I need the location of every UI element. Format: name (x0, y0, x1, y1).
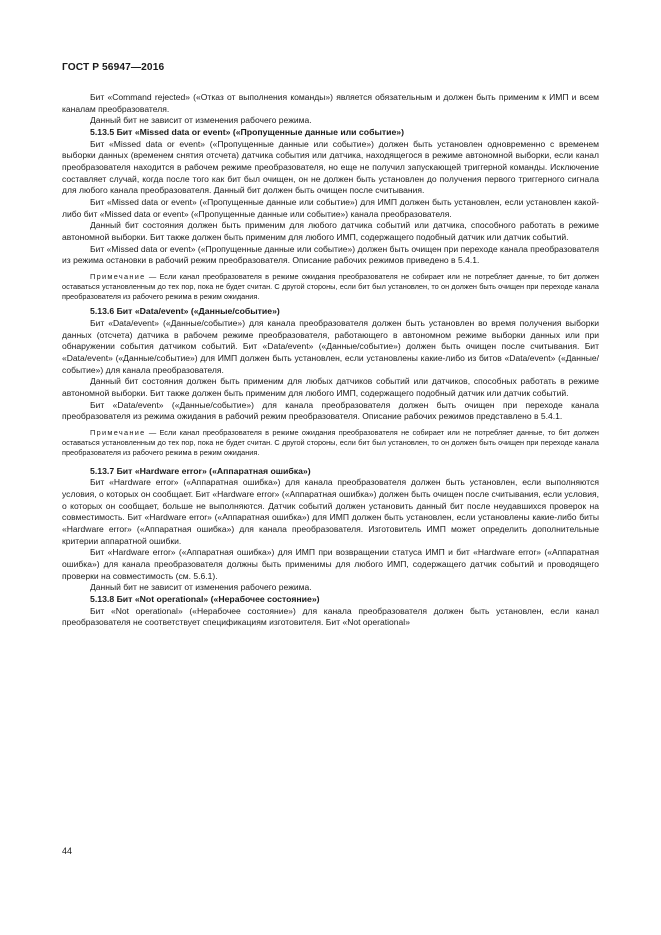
paragraph: Данный бит не зависит от изменения рабочего режима. (90, 582, 312, 593)
note (62, 272, 599, 303)
paragraph: Бит «Missed data or event» («Пропущенные данные или событие») должен быть очищен при переходе канала преобразователя из режима остановки в рабочий режим преобразователя. Описание рабочих режимов приведено в 5.4.1. (62, 243, 599, 266)
note-text: — Если канал преобразователя в режиме ожидания преобразователя не собирает или не потребляет данные, то бит должен оставаться установленным до тех пор, пока не будет считан. С другой стороны, если бит был установлен, то он должен быть очищен при переходе канала преобразователя из рабочего режима в режим ожидания. (62, 428, 599, 458)
paragraph: Бит «Hardware error» («Аппаратная ошибка») для канала преобразователя должен быть установлен, если выполняются условия, о которых он сообщает. Бит «Hardware error» («Аппаратная ошибка») должен быть очищен после считывания, если условия, о которых он сообщает, больше не выполняются. Датчик событий должен установить данный бит после неудавшихся проверок на совместимость. Бит «Hardware error» («Аппаратная ошибка») для ИМП должен быть установлен, если установлены какие-либо биты «Hardware error» («Аппаратная ошибка») для канала преобразователя. Изготовитель ИМП может определить дополнительные критерии аппаратной ошибки. (62, 477, 599, 546)
note-text: — Если канал преобразователя в режиме ожидания преобразователя не собирает или не потребляет данные, то бит должен оставаться установленным до тех пор, пока не будет считан. С другой стороны, если бит был установлен, то он должен быть очищен при переходе канала преобразователя из рабочего режима в режим ожидания. (62, 271, 599, 302)
page-number: 44 (62, 846, 73, 856)
paragraph: Бит «Missed data or event» («Пропущенные данные или событие») должен быть установлен одновременно с временем выборки данных (временем снятия отсчета) датчика события или датчика, находящегося в режиме автономной выборки, если канал преобразователя находится в рабочем режиме преобразователя, но еще не получил запускающей триггерной команды. Исключение составляет случай, когда после того как бит был очищен, он не должен быть установлен до получения первого триггерного сигнала для любого канала преобразователя. Данный бит должен быть очищен после считывания. (62, 138, 599, 196)
note (62, 428, 599, 459)
paragraph: Бит «Not operational» («Нерабочее состояние») для канала преобразователя должен быть установлен, если канал преобразователя не соответствует спецификациям изготовителя. Бит «Not operational» (62, 605, 599, 628)
paragraph: Данный бит состояния должен быть применим для любого датчика событий или датчика, способного работать в режиме автономной выборки. Бит также должен быть применим для любого ИМП, содержащего подобный датчик или датчик событий. (62, 220, 599, 242)
paragraph: Бит «Missed data or event» («Пропущенные данные или событие») для ИМП должен быть установлен, если установлен какой-либо бит «Missed data or event» («Пропущенные данные или событие») канала преобразователя. (62, 196, 599, 219)
paragraph: Бит «Data/event» («Данные/событие») для канала преобразователя должен быть установлен во время получения выборки данных (отсчета) датчика в рабочем режиме преобразователя, работающего в автономном режиме выборки данных или при обнаружении события датчиком событий. Бит «Data/event» («Данные/событие») должен быть очищен после считывания. Бит «Data/event» («Данные/событие») для ИМП должен быть установлен, если установлены какие-либо из битов «Data/event» («Данные/событие») для канала преобразователя. (62, 318, 599, 375)
section-heading-5-13-6: 5.13.6 Бит «Data/event» («Данные/событие») (90, 306, 280, 317)
document-body (62, 92, 599, 629)
note-label: Примечание (90, 428, 146, 438)
section-heading-5-13-8: 5.13.8 Бит «Not operational» («Нерабочее состояние») (90, 593, 320, 604)
paragraph: Данный бит не зависит от изменения рабочего режима. (90, 115, 312, 126)
section-heading-5-13-5: 5.13.5 Бит «Missed data or event» («Пропущенные данные или событие») (90, 126, 405, 137)
note-label: Примечание (90, 271, 146, 281)
paragraph: Бит «Hardware error» («Аппаратная ошибка») для ИМП при возвращении статуса ИМП и бит «Hardware error» («Аппаратная ошибка») для канала преобразователя должны быть применимы для любого ИМП, содержащего датчик событий и проводящего проверки на совместимость (см. 5.6.1). (62, 547, 599, 581)
paragraph: Бит «Data/event» («Данные/событие») для канала преобразователя должен быть очищен при переходе канала преобразователя из режима ожидания в рабочий режим преобразователя. Описание рабочих режимов представлено в 5.4.1. (62, 399, 599, 422)
paragraph: Бит «Command rejected» («Отказ от выполнения команды») является обязательным и должен быть применим к ИМП и всем каналам преобразователя. (62, 92, 599, 114)
document-header: ГОСТ Р 56947—2016 (62, 62, 165, 73)
section-heading-5-13-7: 5.13.7 Бит «Hardware error» («Аппаратная ошибка») (90, 465, 311, 476)
paragraph: Данный бит состояния должен быть применим для любых датчиков событий или датчиков, способных работать в режиме автономной выборки. Бит также должен быть применим для любого ИМП, содержащего подобный датчик или датчик событий. (62, 376, 599, 399)
